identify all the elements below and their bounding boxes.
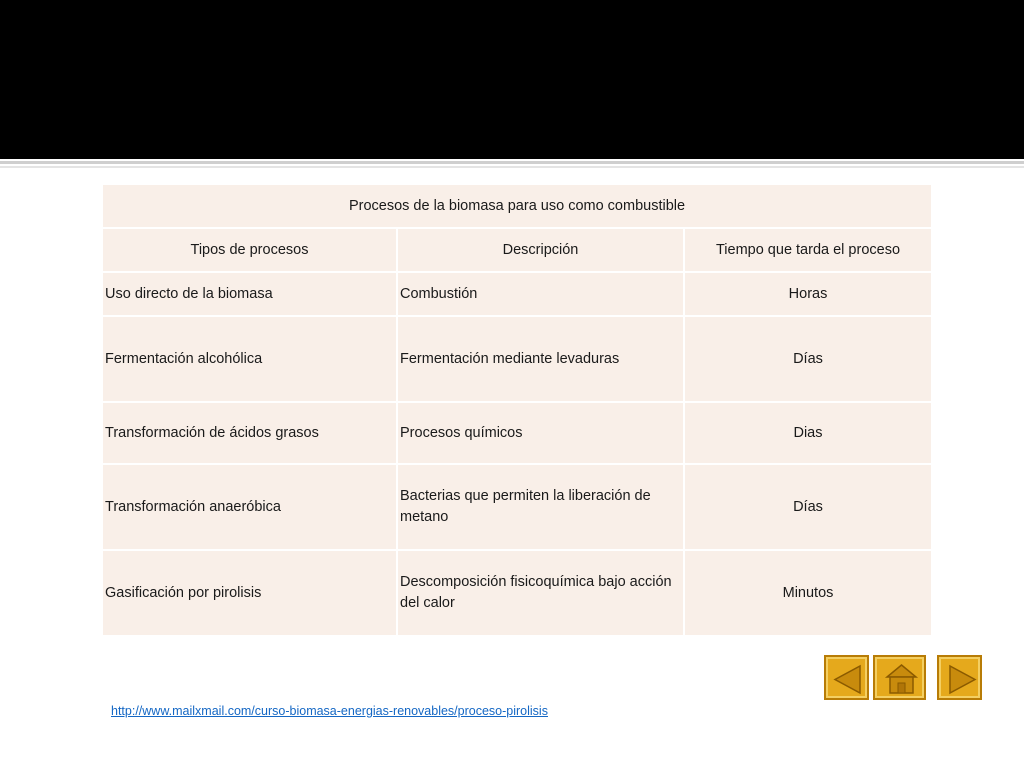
description-cell: Combustión	[397, 272, 684, 316]
table-row	[102, 464, 932, 550]
biomass-process-table	[101, 183, 933, 637]
process-type-cell: Gasificación por pirolisis	[102, 550, 397, 636]
divider-line	[0, 161, 1024, 164]
triangle-right-icon	[939, 657, 984, 702]
triangle-left-icon	[826, 657, 871, 702]
process-type-cell: Transformación de ácidos grasos	[102, 402, 397, 464]
description-cell: Bacterias que permiten la liberación de metano	[397, 464, 684, 550]
home-button[interactable]	[873, 655, 926, 700]
table-row	[102, 272, 932, 316]
description-cell: Fermentación mediante levaduras	[397, 316, 684, 402]
divider-line	[0, 166, 1024, 168]
table-caption: Procesos de la biomasa para uso como combustible	[102, 184, 932, 228]
duration-cell: Minutos	[684, 550, 932, 636]
description-cell: Procesos químicos	[397, 402, 684, 464]
source-link[interactable]: http://www.mailxmail.com/curso-biomasa-energias-renovables/proceso-pirolisis	[111, 704, 548, 718]
process-type-cell: Fermentación alcohólica	[102, 316, 397, 402]
duration-cell: Dias	[684, 402, 932, 464]
table-header-row	[102, 228, 932, 272]
process-type-cell: Uso directo de la biomasa	[102, 272, 397, 316]
previous-slide-button[interactable]	[824, 655, 869, 700]
duration-cell: Horas	[684, 272, 932, 316]
column-header: Descripción	[397, 228, 684, 272]
house-icon	[875, 657, 928, 702]
duration-cell: Días	[684, 464, 932, 550]
table-row	[102, 550, 932, 636]
table-row	[102, 316, 932, 402]
table-row	[102, 402, 932, 464]
description-cell: Descomposición fisicoquímica bajo acción del calor	[397, 550, 684, 636]
next-slide-button[interactable]	[937, 655, 982, 700]
table-caption-row	[102, 184, 932, 228]
column-header: Tiempo que tarda el proceso	[684, 228, 932, 272]
duration-cell: Días	[684, 316, 932, 402]
process-type-cell: Transformación anaeróbica	[102, 464, 397, 550]
title-band	[0, 0, 1024, 159]
column-header: Tipos de procesos	[102, 228, 397, 272]
